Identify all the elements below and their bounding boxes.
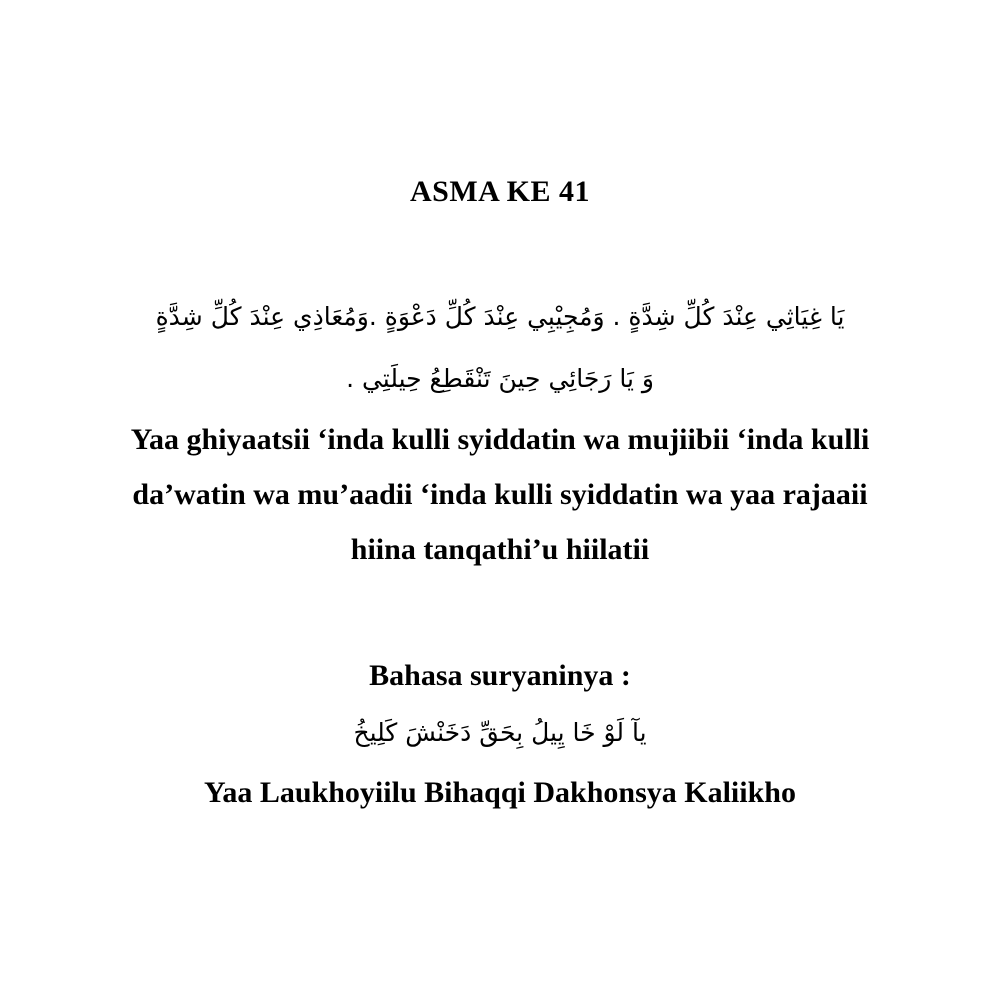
arabic-line-2: وَ يَا رَجَائِي حِينَ تَنْقَطِعُ حِيلَتِي . bbox=[346, 364, 654, 393]
page-title: ASMA KE 41 bbox=[409, 175, 591, 208]
transliteration-line-2: da’watin wa mu’aadii ‘inda kulli syiddatin wa yaa rajaaii bbox=[132, 478, 868, 511]
suryani-transliteration: Yaa Laukhoyiilu Bihaqqi Dakhonsya Kaliikho bbox=[204, 776, 796, 809]
section-label-suryani: Bahasa suryaninya : bbox=[369, 659, 631, 692]
arabic-prayer bbox=[90, 286, 910, 410]
arabic-line-1: يَا غِيَاثِي عِنْدَ كُلِّ شِدَّةٍ . وَمُجِيْبِي عِنْدَ كُلِّ دَعْوَةٍ .وَمُعَاذِي عِنْدَ كُلِّ شِدَّةٍ bbox=[155, 302, 845, 331]
transliteration-line-3: hiina tanqathi’u hiilatii bbox=[350, 533, 650, 566]
transliteration-line-1: Yaa ghiyaatsii ‘inda kulli syiddatin wa mujiibii ‘inda kulli bbox=[130, 423, 870, 456]
transliteration-block bbox=[30, 412, 970, 577]
suryani-arabic: يآ لَوْ خَا يِيلُ بِحَقِّ دَخَنْشَ كَلِيخُ bbox=[353, 718, 647, 747]
